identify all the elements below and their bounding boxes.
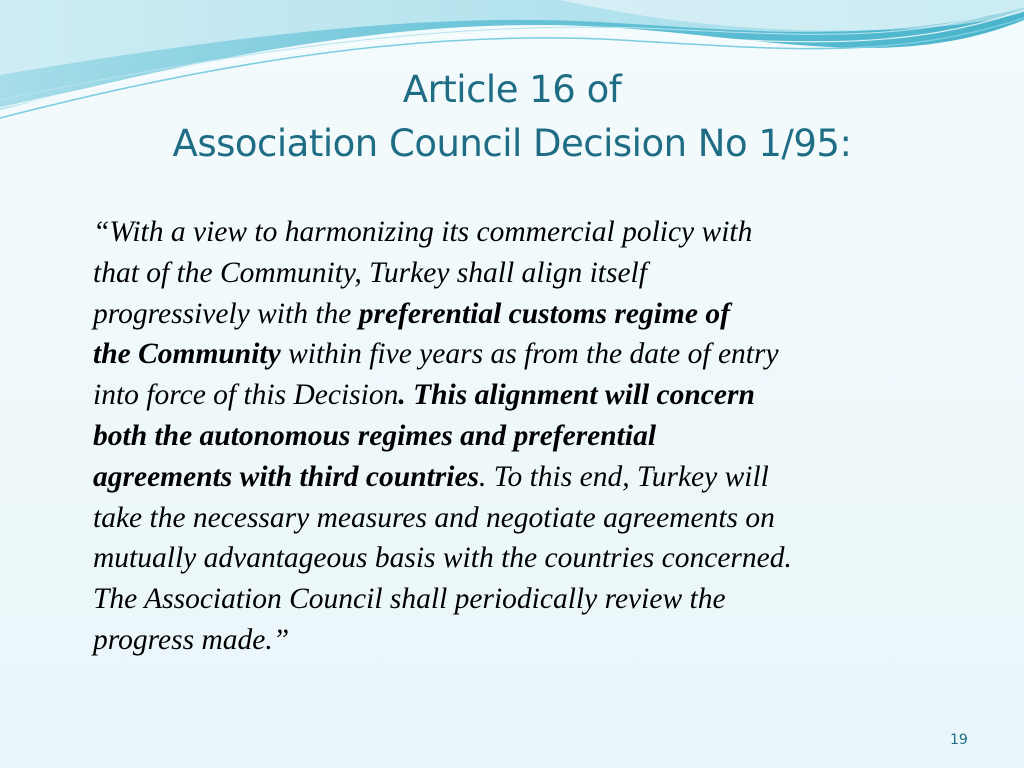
quote-emphasis: agreements with third countries — [93, 460, 480, 493]
slide-title — [0, 63, 1024, 171]
quote-emphasis: the Community — [93, 338, 281, 371]
quote-block — [93, 212, 973, 661]
title-line-1: Article 16 of — [402, 68, 622, 111]
quote-text: within five years as from the date of entry — [280, 338, 779, 371]
quote-line: that of the Community, Turkey shall align itself — [93, 256, 647, 289]
quote-line — [93, 416, 973, 457]
quote-text: into force of this Decision — [93, 379, 399, 412]
quote-line — [93, 457, 973, 498]
title-line-2: Association Council Decision No 1/95: — [172, 122, 852, 165]
quote-line: progress made.” — [93, 623, 290, 656]
quote-text: . To this end, Turkey will — [479, 460, 769, 493]
quote-line: “With a view to harmonizing its commercial policy with — [93, 216, 753, 248]
quote-line: The Association Council shall periodically review the — [93, 583, 726, 616]
quote-text: progressively with the — [93, 297, 359, 330]
quote-line: mutually advantageous basis with the countries concerned. — [93, 542, 792, 575]
quote-line — [93, 375, 973, 416]
quote-emphasis: both the autonomous regimes and preferential — [93, 419, 657, 452]
quote-emphasis: preferential customs regime of — [358, 297, 730, 330]
quote-line — [93, 334, 973, 375]
quote-line — [93, 294, 973, 335]
quote-emphasis: . This alignment will concern — [398, 379, 755, 412]
page-number: 19 — [950, 732, 968, 748]
quote-line: take the necessary measures and negotiate agreements on — [93, 501, 775, 534]
